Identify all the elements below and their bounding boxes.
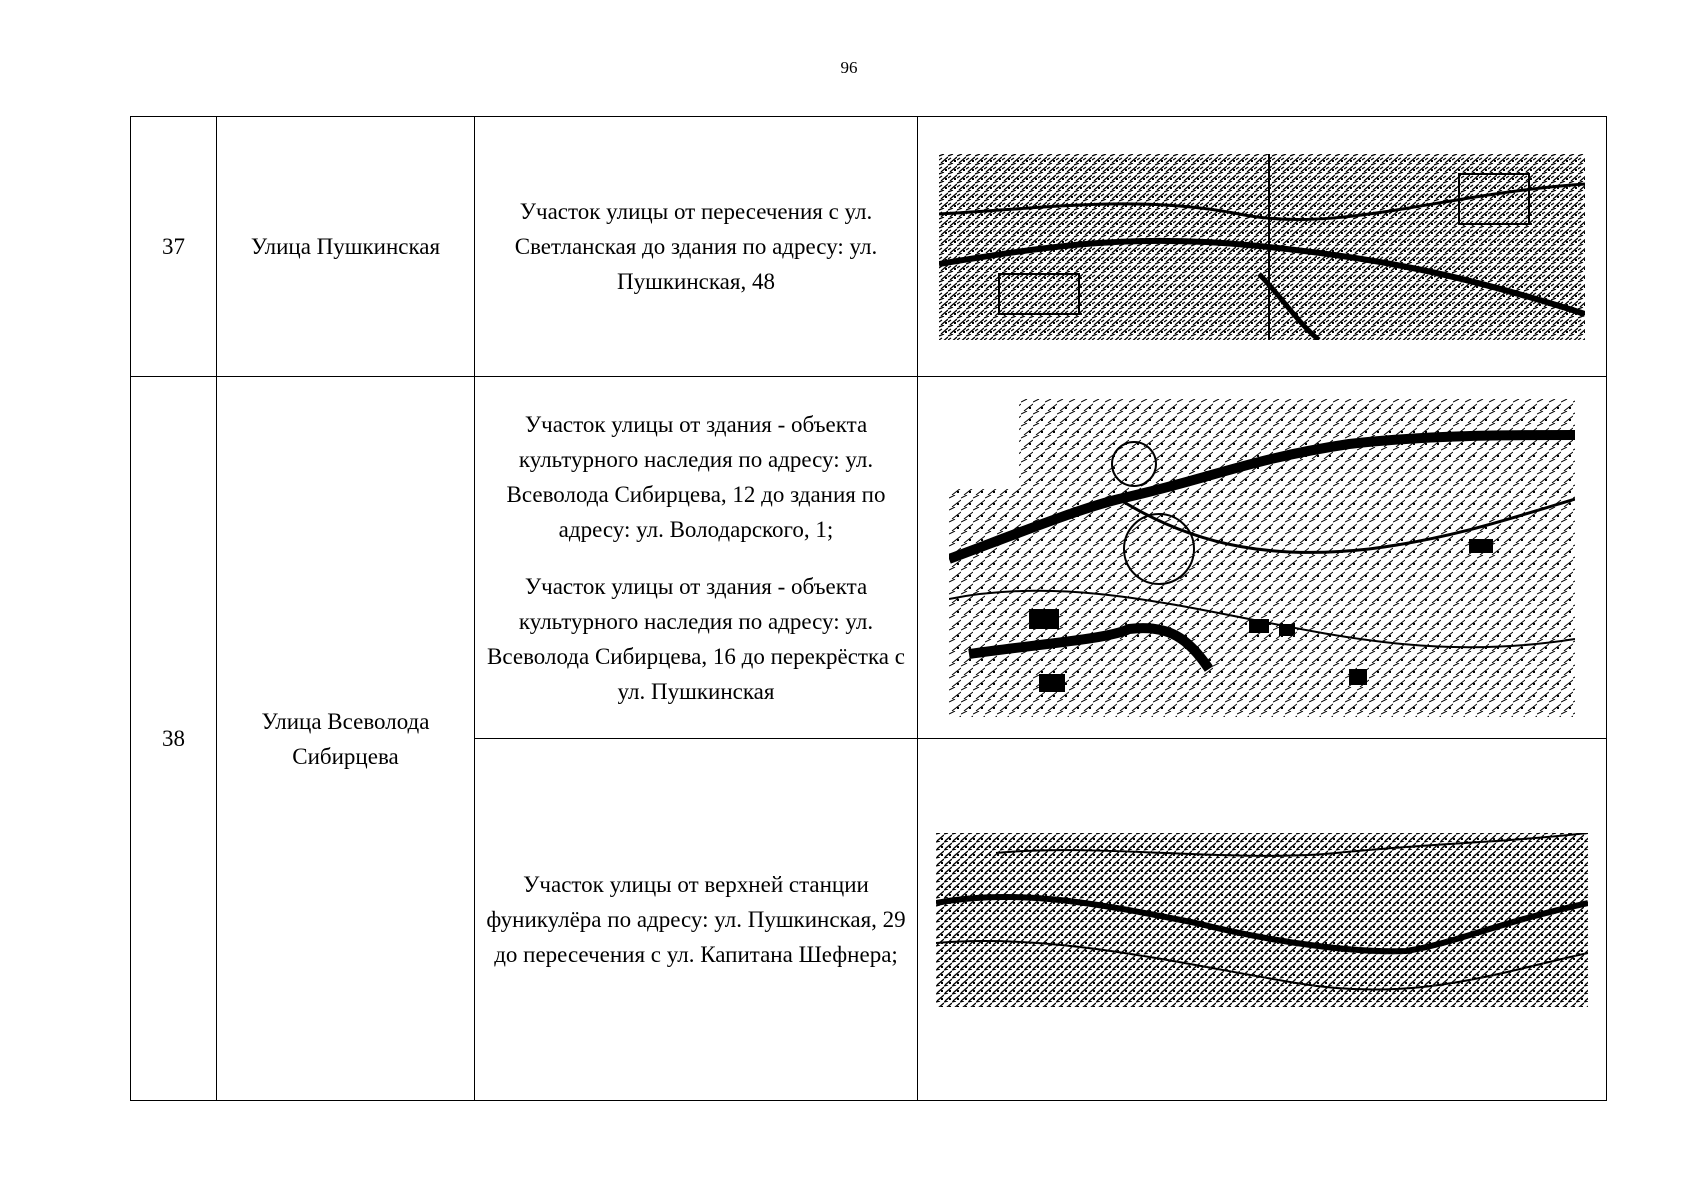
row-number-cell: 37 <box>131 117 217 377</box>
section-description: Участок улицы от пересечения с ул. Светланская до здания по адресу: ул. Пушкинская, 48 <box>514 199 878 294</box>
map-cell <box>918 739 1607 1101</box>
section-description-cell <box>475 739 918 1101</box>
aerial-map-image <box>936 833 1588 1007</box>
aerial-map-image <box>939 154 1585 340</box>
page-number: 96 <box>840 58 858 77</box>
section-description: Участок улицы от здания - объекта культурного наследия по адресу: ул. Всеволода Сибирцева, 12 до здания по адресу: ул. Володарского, 1; <box>506 411 886 542</box>
street-name-cell: Улица Всеволода Сибирцева <box>217 377 475 1101</box>
section-description-cell <box>475 377 918 739</box>
section-description-cell <box>475 117 918 377</box>
street-register-table <box>130 116 1607 1101</box>
street-name-cell: Улица Пушкинская <box>217 117 475 377</box>
street-plan-image <box>949 399 1575 717</box>
section-description: Участок улицы от верхней станции фуникулёра по адресу: ул. Пушкинская, 29 до пересечения с ул. Капитана Шефнера; <box>486 872 906 967</box>
table-row <box>131 377 1607 739</box>
map-cell <box>918 377 1607 739</box>
row-number-cell: 38 <box>131 377 217 1101</box>
map-cell <box>918 117 1607 377</box>
section-description: Участок улицы от здания - объекта культурного наследия по адресу: ул. Всеволода Сибирцева, 16 до перекрёстка с ул. Пушкинская <box>487 573 905 704</box>
table-row <box>131 117 1607 377</box>
